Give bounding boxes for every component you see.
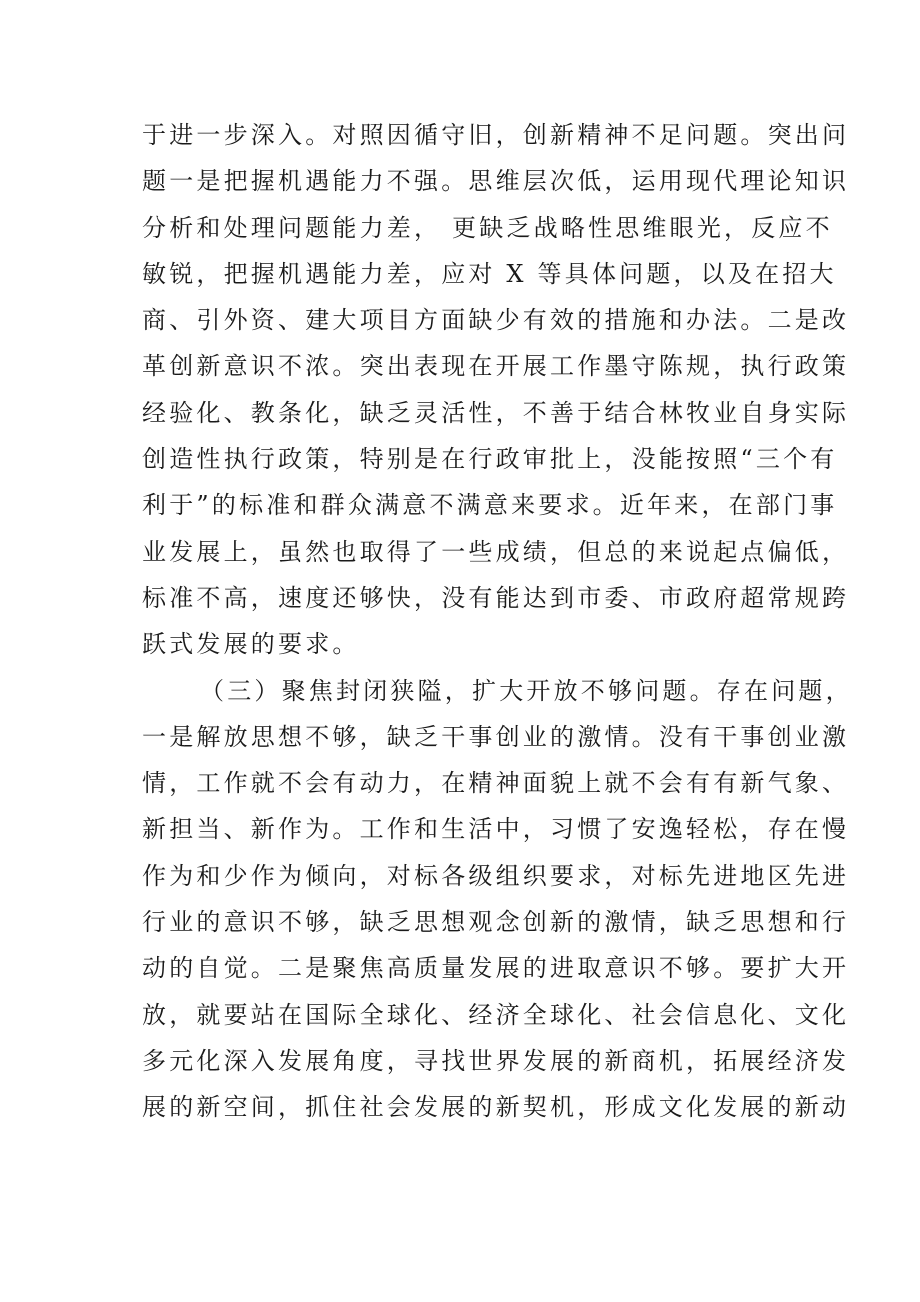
text-line: 一是解放思想不够，缺乏干事创业的激情。没有干事创业激 bbox=[142, 722, 850, 751]
text-line: 经验化、教条化，缺乏灵活性，不善于结合林牧业自身实际 bbox=[142, 398, 850, 427]
text-line: 标准不高，速度还够快，没有能达到市委、市政府超常规跨 bbox=[142, 583, 850, 612]
text-line: 行业的意识不够，缺乏思想观念创新的激情，缺乏思想和行 bbox=[142, 908, 850, 937]
text-line: 商、引外资、建大项目方面缺少有效的措施和办法。二是改 bbox=[142, 306, 850, 335]
text-line: 放，就要站在国际全球化、经济全球化、社会信息化、文化 bbox=[142, 1000, 850, 1029]
text-line: 新担当、新作为。工作和生活中，习惯了安逸轻松，存在慢 bbox=[142, 815, 850, 844]
text-line: 敏锐，把握机遇能力差，应对 X 等具体问题，以及在招大 bbox=[142, 259, 837, 288]
document-body bbox=[142, 112, 853, 1131]
text-line: 革创新意识不浓。突出表现在开展工作墨守陈规，执行政策 bbox=[142, 352, 850, 381]
text-line: 题一是把握机遇能力不强。思维层次低，运用现代理论知识 bbox=[142, 167, 850, 196]
text-line: 作为和少作为倾向，对标各级组织要求，对标先进地区先进 bbox=[142, 861, 850, 890]
text-line: 动的自觉。二是聚焦高质量发展的进取意识不够。要扩大开 bbox=[142, 954, 850, 983]
text-line: 多元化深入发展角度，寻找世界发展的新商机，拓展经济发 bbox=[142, 1046, 850, 1075]
section-heading-line: （三）聚焦封闭狭隘，扩大开放不够问题。存在问题， bbox=[200, 676, 853, 705]
text-line: 创造性执行政策，特别是在行政审批上，没能按照“三个有 bbox=[142, 445, 838, 474]
text-line: 分析和处理问题能力差， 更缺乏战略性思维眼光，反应不 bbox=[142, 213, 833, 242]
text-line: 业发展上，虽然也取得了一些成绩，但总的来说起点偏低， bbox=[142, 537, 850, 566]
text-line: 跃式发展的要求。 bbox=[142, 630, 360, 659]
text-line: 于进一步深入。对照因循守旧，创新精神不足问题。突出问 bbox=[142, 121, 850, 149]
text-line: 利于”的标准和群众满意不满意来要求。近年来，在部门事 bbox=[142, 491, 838, 520]
text-line: 情，工作就不会有动力，在精神面貌上就不会有有新气象、 bbox=[142, 769, 850, 798]
text-line: 展的新空间，抓住社会发展的新契机，形成文化发展的新动 bbox=[142, 1093, 850, 1122]
